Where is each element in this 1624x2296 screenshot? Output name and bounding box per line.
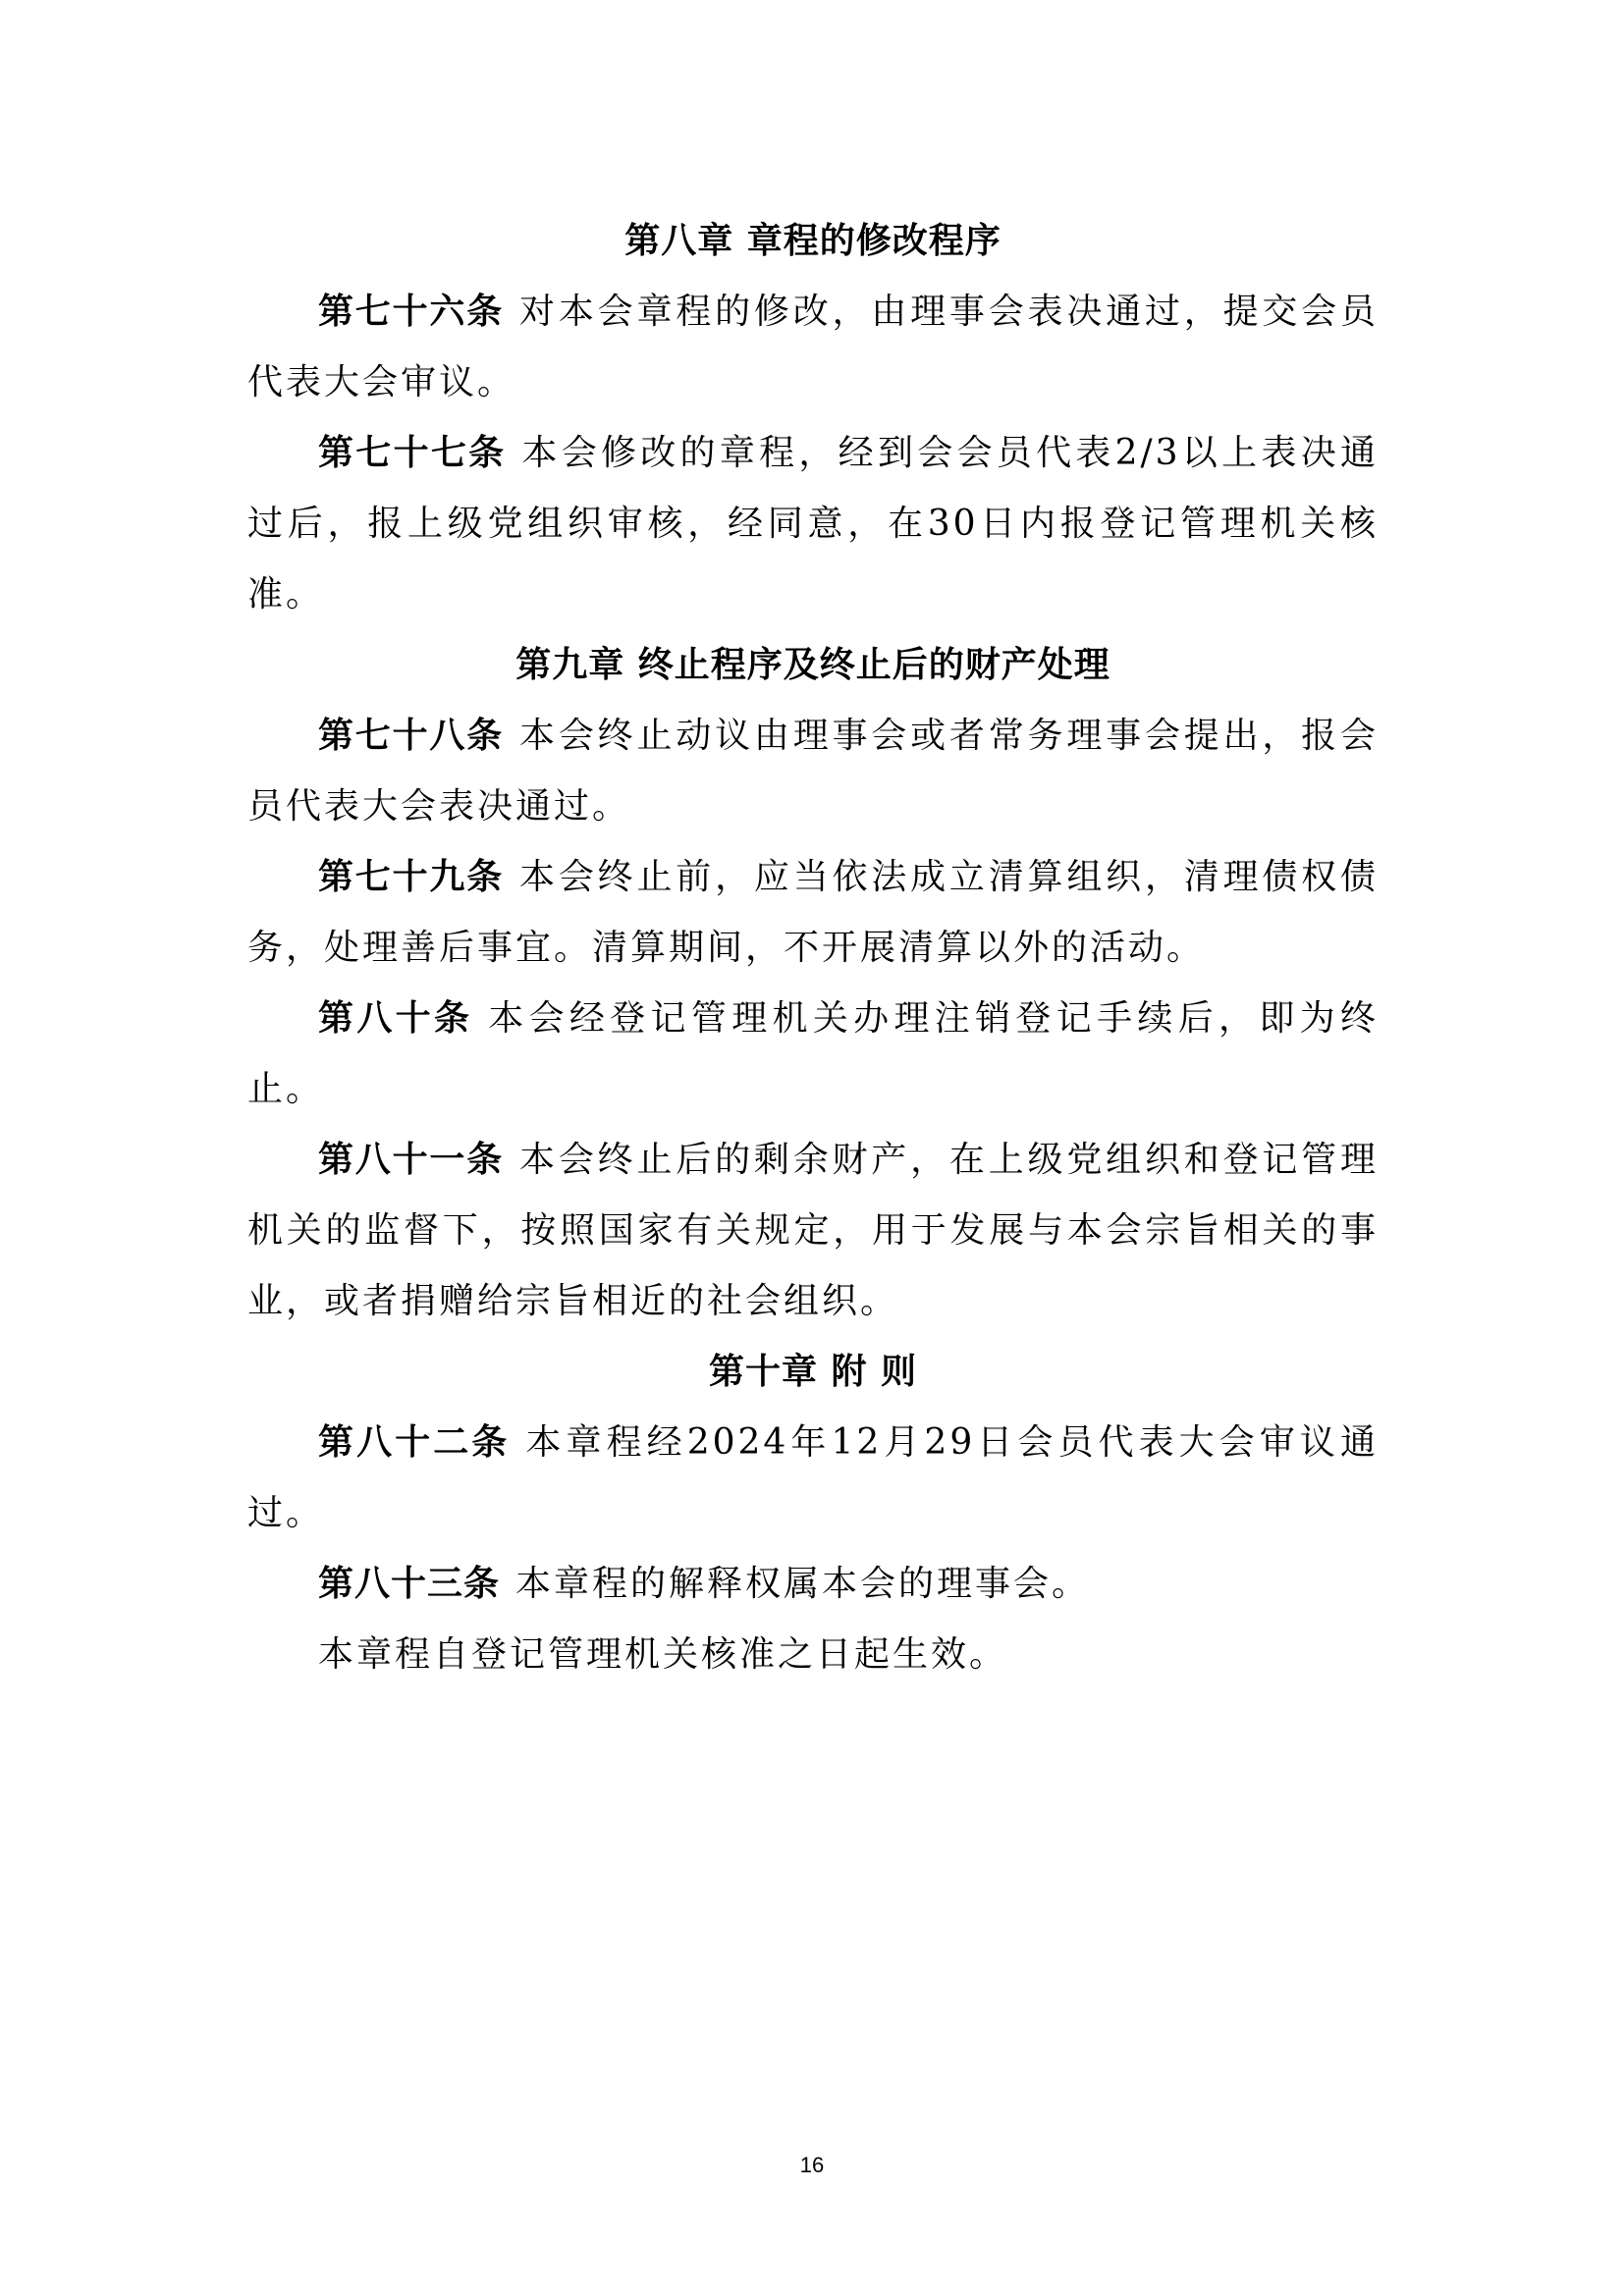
article-text: 对本会章程的修改，由理事会表决通过，提交会员代表大会审议。	[247, 292, 1379, 402]
article-81	[247, 1125, 1379, 1337]
article-82	[247, 1408, 1379, 1549]
article-text: 本会修改的章程，经到会会员代表2/3以上表决通过后，报上级党组织审核，经同意，在30日内报登记管理机关核准。	[247, 433, 1379, 614]
article-80	[247, 984, 1379, 1125]
article-text: 本会终止后的剩余财产，在上级党组织和登记管理机关的监督下，按照国家有关规定，用于发展与本会宗旨相关的事业，或者捐赠给宗旨相近的社会组织。	[247, 1140, 1379, 1321]
article-text: 本会终止前，应当依法成立清算组织，清理债权债务，处理善后事宜。清算期间，不开展清算以外的活动。	[247, 857, 1379, 968]
article-78	[247, 701, 1379, 842]
article-77	[247, 418, 1379, 630]
page-content	[247, 206, 1379, 1690]
chapter-title-8: 第八章 章程的修改程序	[624, 221, 1001, 261]
article-number: 第八十一条	[318, 1140, 505, 1180]
article-number: 第七十九条	[318, 857, 505, 897]
article-number: 第七十七条	[318, 433, 507, 473]
article-79	[247, 842, 1379, 984]
article-number: 第八十条	[318, 998, 473, 1039]
chapter-title-9: 第九章 终止程序及终止后的财产处理	[515, 645, 1110, 685]
closing-text: 本章程自登记管理机关核准之日起生效。	[318, 1634, 1008, 1675]
article-76	[247, 277, 1379, 418]
article-83	[247, 1549, 1379, 1620]
closing-statement	[247, 1620, 1379, 1690]
article-number: 第七十八条	[318, 716, 505, 756]
article-text: 本章程的解释权属本会的理事会。	[515, 1564, 1091, 1604]
article-number: 第八十二条	[318, 1422, 511, 1463]
page-number: 16	[799, 2153, 825, 2177]
article-number: 第八十三条	[318, 1564, 501, 1604]
article-text: 本会经登记管理机关办理注销登记手续后，即为终止。	[247, 998, 1379, 1109]
article-number: 第七十六条	[318, 292, 505, 332]
chapter-title-10: 第十章 附 则	[708, 1352, 918, 1392]
article-text: 本章程经2024年12月29日会员代表大会审议通过。	[247, 1422, 1379, 1533]
article-text: 本会终止动议由理事会或者常务理事会提出，报会员代表大会表决通过。	[247, 716, 1379, 827]
